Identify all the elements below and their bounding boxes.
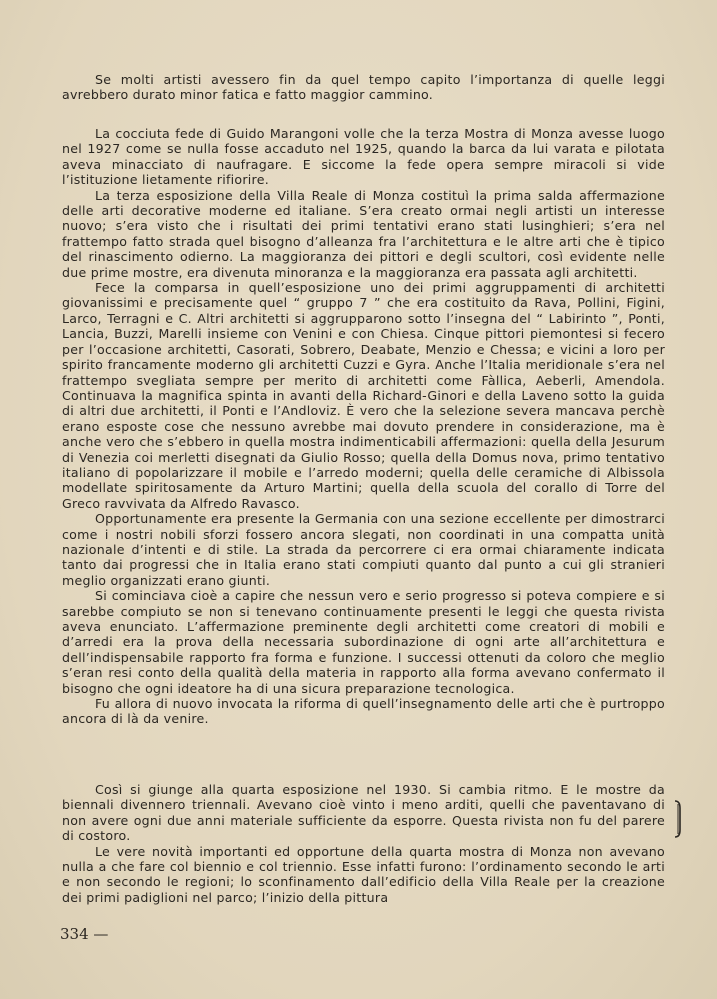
margin-bracket-mark [674,800,682,838]
paragraph: La cocciuta fede di Guido Marangoni volle che la terza Mostra di Monza avesse luogo nel 1927 come se nulla fosse accaduto nel 1925, quando la barca da lui varata e pilotata aveva minacciato di naufragare. E siccome la fede opera sempre miracoli si vide l’istituzione lietamente rifiorire. [62,126,665,188]
paragraph: Si cominciava cioè a capire che nessun vero e serio progresso si poteva compiere e si sarebbe compiuto se non si tenevano continuamente presenti le leggi che questa rivista aveva enunciato. L’affermazione preminente degli architetti come creatori di mobili e d’arredi era la prova della necessaria subordinazione di ogni arte all’architettura e dell’indispensabile rapporto fra forma e funzione. I successi ottenuti da coloro che meglio s’eran resi conto della qualità della materia in rapporto alla forma avevano confermato il bisogno che ogni ideatore ha di una sicura preparazione tecnologica. [62,588,665,696]
intro-paragraph-block [62,72,665,103]
paragraph: Fu allora di nuovo invocata la riforma di quell’insegnamento delle arti che è purtroppo ancora di là da venire. [62,696,665,727]
terza-mostra-section [62,126,665,727]
paragraph: Se molti artisti avessero fin da quel tempo capito l’importanza di quelle leggi avrebbero durato minor fatica e fatto maggior cammino. [62,72,665,103]
paragraph: Fece la comparsa in quell’esposizione uno dei primi aggruppamenti di architetti giovanissimi e precisamente quel “ gruppo 7 ” che era costituito da Rava, Pollini, Figini, Larco, Terragni e C. Altri architetti si aggrupparono sotto l’insegna del “ Labirinto ”, Ponti, Lancia, Buzzi, Marelli insieme con Venini e con Chiesa. Cinque pittori piemontesi si fecero per l’occasione architetti, Casorati, Sobrero, Deabate, Menzio e Chessa; e vicini a loro per spirito francamente moderno gli architetti Cuzzi e Gyra. Anche l’Italia meridionale s’era nel frattempo svegliata sempre per merito di architetti come Fàllica, Aeberli, Amendola. Continuava la magnifica spinta in avanti della Richard-Ginori e della Laveno sotto la guida di altri due architetti, il Ponti e l’Andloviz. È vero che la selezione severa mancava perchè erano esposte cose che nessuno avrebbe mai dovuto prendere in considerazione, ma è anche vero che s’ebbero in quella mostra indimenticabili affermazioni: quella della Jesurum di Venezia coi merletti disegnati da Giulio Rosso; quella della Domus nova, primo tentativo italiano di popolarizzare il mobile e l’arredo moderni; quella delle ceramiche di Albissola modellate spiritosamente da Arturo Martini; quella della scuola del corallo di Torre del Greco ravvivata da Alfredo Ravasco. [62,280,665,511]
paragraph: La terza esposizione della Villa Reale di Monza costituì la prima salda affermazione delle arti decorative moderne ed italiane. S’era creato ormai negli artisti un interesse nuovo; s’era visto che i risultati dei primi tentativi erano stati lusinghieri; s’era nel frattempo fatto strada quel bisogno d’alleanza fra l’architettura e le altre arti che è tipico del rinascimento odierno. La maggioranza dei pittori e degli scultori, così evidente nelle due prime mostre, era divenuta minoranza e la maggioranza era passata agli architetti. [62,187,665,280]
quarta-mostra-section [62,782,665,905]
paragraph: Le vere novità importanti ed opportune della quarta mostra di Monza non avevano nulla a che fare col biennio e col triennio. Esse infatti furono: l’ordinamento secondo le arti e non secondo le regioni; lo sconfinamento dall’edificio della Villa Reale per la creazione dei primi padiglioni nel parco; l’inizio della pittura [62,843,665,905]
page-number: 334 — [60,925,109,943]
paragraph: Opportunamente era presente la Germania con una sezione eccellente per dimostrarci come i nostri nobili sforzi fossero ancora slegati, non coordinati in una compatta unità nazionale d’intenti e di stile. La strada da percorrere ci era ormai chiaramente indicata tanto dai progressi che in Italia erano stati compiuti quanto dal punto a cui gli stranieri meglio organizzati erano giunti. [62,511,665,588]
paragraph: Così si giunge alla quarta esposizione nel 1930. Si cambia ritmo. E le mostre da biennali divennero triennali. Avevano cioè vinto i meno arditi, quelli che paventavano di non avere ogni due anni materiale sufficiente da esporre. Questa rivista non fu del parere di costoro. [62,782,665,844]
